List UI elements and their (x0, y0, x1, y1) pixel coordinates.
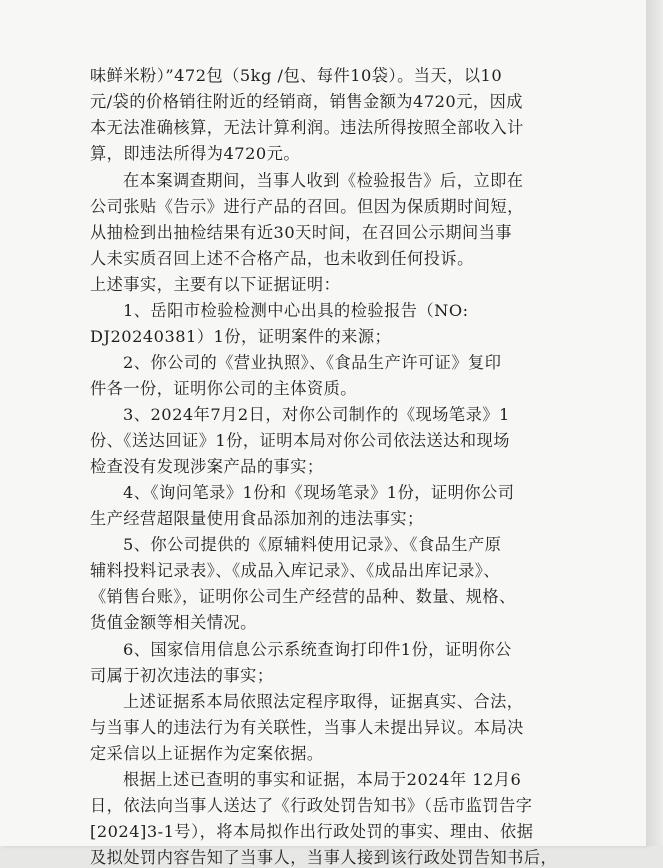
text-line: 从抽检到出抽检结果有近30天时间，在召回公示期间当事 (90, 223, 513, 242)
text-line: 上述事实，主要有以下证据证明： (90, 275, 341, 294)
text-line: 及拟处罚内容告知了当事人，当事人接到该行政处罚告知书后， (90, 848, 558, 867)
text-line: 《销售台账》，证明你公司生产经营的品种、数量、规格、 (90, 587, 516, 606)
text-line: 上述证据系本局依照法定程序取得，证据真实、合法， (123, 692, 524, 711)
text-line: 味鲜米粉）”472包（5kg /包、每件10袋）。当天，以10 (90, 66, 503, 85)
text-line: 5、你公司提供的《原辅料使用记录》、《食品生产原 (123, 535, 502, 554)
text-line: 件各一份，证明你公司的主体资质。 (90, 379, 357, 398)
text-line: 生产经营超限量使用食品添加剂的违法事实； (90, 509, 424, 528)
text-line: 日，依法向当事人送达了《行政处罚告知书》（岳市监罚告字 (90, 796, 533, 815)
text-line: 人未实质召回上述不合格产品，也未收到任何投诉。 (90, 249, 474, 268)
text-line: 定采信以上证据作为定案依据。 (90, 744, 324, 763)
text-line: 公司张贴《告示》进行产品的召回。但因为保质期时间短， (90, 197, 524, 216)
text-line: DJ20240381）1份，证明案件的来源； (90, 327, 392, 346)
text-line: 在本案调查期间，当事人收到《检验报告》后，立即在 (123, 171, 524, 190)
text-line: 货值金额等相关情况。 (90, 613, 257, 632)
text-line: 本无法准确核算，无法计算利润。违法所得按照全部收入计 (90, 118, 524, 137)
text-line: 根据上述已查明的事实和证据，本局于2024年 12月6 (123, 770, 522, 789)
text-line: 3、2024年7月2日，对你公司制作的《现场笔录》1 (123, 405, 510, 424)
text-line: [2024]3-1号），将本局拟作出行政处罚的事实、理由、依据 (90, 822, 534, 841)
text-line: 6、国家信用信息公示系统查询打印件1份，证明你公 (123, 640, 512, 659)
text-line: 司属于初次违法的事实； (90, 666, 274, 685)
text-line: 辅料投料记录表》、《成品入库记录》、《成品出库记录》、 (90, 561, 501, 580)
text-line: 元/袋的价格销往附近的经销商，销售金额为4720元，因成 (90, 92, 523, 111)
text-line: 4、《询问笔录》1份和《现场笔录》1份，证明你公司 (123, 483, 515, 502)
text-line: 检查没有发现涉案产品的事实； (90, 457, 324, 476)
text-line: 算，即违法所得为4720元。 (90, 144, 301, 163)
text-line: 份、《送达回证》1份，证明本局对你公司依法送达和现场 (90, 431, 510, 450)
text-line: 与当事人的违法行为有关联性，当事人未提出异议。本局决 (90, 718, 524, 737)
text-line: 2、你公司的《营业执照》、《食品生产许可证》复印 (123, 353, 502, 372)
text-line: 1、岳阳市检验检测中心出具的检验报告（NO: (123, 301, 469, 320)
page-edge-shadow (646, 0, 663, 846)
